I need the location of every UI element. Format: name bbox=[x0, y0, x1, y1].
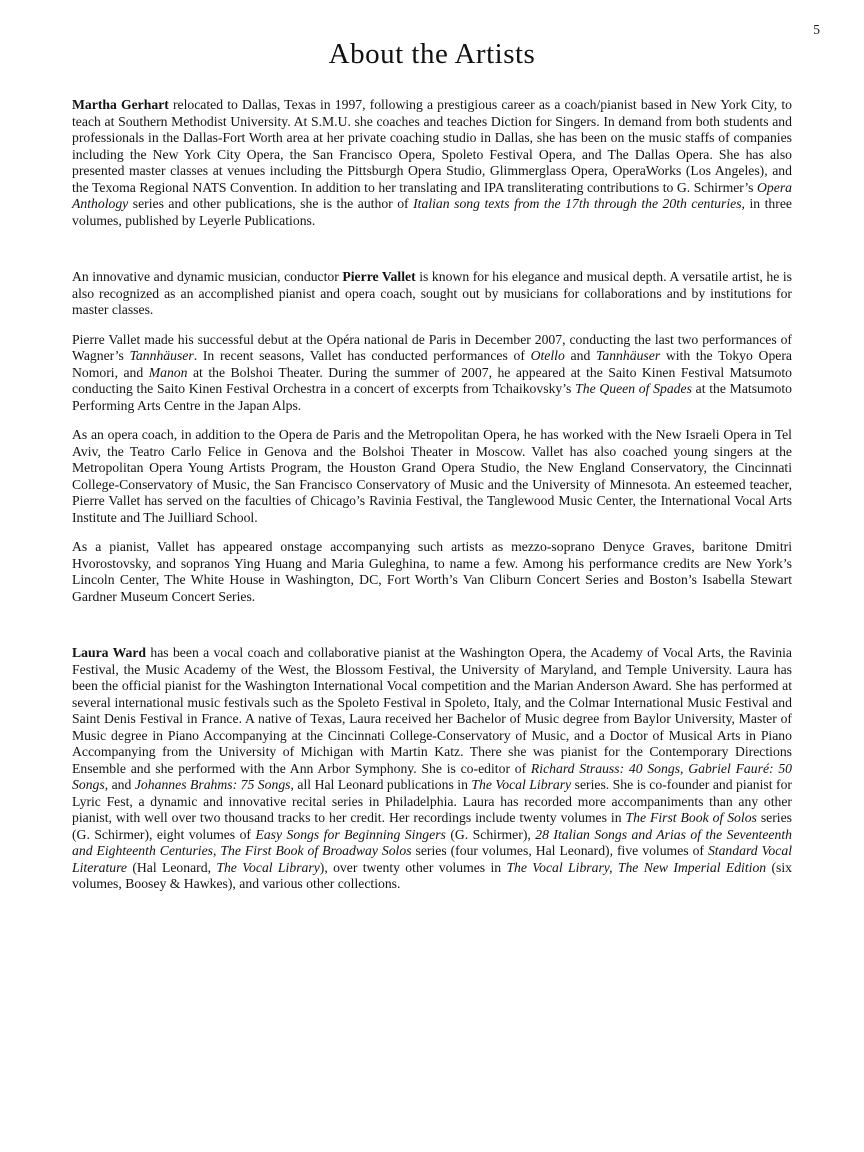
person-name: Pierre Vallet bbox=[342, 269, 416, 284]
paragraph bbox=[72, 427, 792, 526]
page-number: 5 bbox=[813, 22, 820, 37]
text-run: . In recent seasons, Vallet has conducted performances of bbox=[193, 348, 531, 363]
text-run: is known for his elegance and musical depth. A versatile artist, he is also recognized as an accomplished pianist and opera coach, sought out by musicians for collaborations and by institutions for master classes. bbox=[72, 269, 792, 317]
text-run: , all Hal Leonard publications in bbox=[290, 777, 472, 792]
text-run: , bbox=[680, 760, 689, 776]
text-run: (six volumes, Boosey & Hawkes), and various other collections. bbox=[72, 859, 792, 891]
paragraph bbox=[72, 645, 792, 893]
text-run: and bbox=[564, 348, 596, 363]
work-title: Manon bbox=[148, 364, 188, 380]
text-run: , and bbox=[104, 777, 135, 792]
text-run: series (G. Schirmer), eight volumes of bbox=[72, 810, 792, 842]
paragraph bbox=[72, 97, 792, 229]
work-title: The Queen of Spades bbox=[575, 381, 692, 396]
person-name: Martha Gerhart bbox=[72, 97, 169, 112]
text-run: As a pianist, Vallet has appeared onstage accompanying such artists as mezzo-soprano Denyce Graves, baritone Dmitri Hvorostovsky, and sopranos Ying Huang and Maria Guleghina, to name a few. Among his performance credits are New York’s Lincoln Center, The White House in Washington, DC, Fort Worth’s Van Cliburn Concert Series and Boston’s Isabella Stewart Gardner Museum Concert Series. bbox=[72, 539, 792, 604]
text-run: has been a vocal coach and collaborative pianist at the Washington Opera, the Academy of Vocal Arts, the Ravinia Festival, the Music Academy of the West, the Blossom Festival, the University of Maryland, and Temple University. Laura has been the official pianist for the Washington International Vocal competition and the Marian Anderson Award. She has performed at several international music festivals such as the Spoleto Festival in Spoleto, Italy, and the Colmar International Music Festival and Saint Denis Festival in France. A native of Texas, Laura received her Bachelor of Music degree from Baylor University, Master of Music degree in Piano Accompanying at the Cincinnati College-Conservatory of Music, and a Doctor of Musical Arts in Piano Accompanying from the University of Michigan with Martin Katz. There she was pianist for the Contemporary Directions Ensemble and she performed with the Ann Arbor Symphony. She is co-editor of bbox=[72, 645, 792, 776]
work-title: The First Book of Broadway Solos bbox=[220, 843, 412, 858]
text-run: series. She is co-founder and pianist for Lyric Fest, a dynamic and innovative recital series in Philadelphia. Laura has recorded more accompaniments than any other pianist, with well over two thousand tracks to her credit. Her recordings include twenty volumes in bbox=[72, 777, 792, 825]
work-title: Standard Vocal Literature bbox=[72, 843, 792, 875]
text-run: An innovative and dynamic musician, conductor bbox=[72, 269, 343, 284]
text-run: Pierre Vallet made his successful debut at the Opéra national de Paris in December 2007, conducting the last two performances of Wagner’s bbox=[72, 331, 792, 363]
paragraph bbox=[72, 539, 792, 605]
text-run: (Hal Leonard, bbox=[127, 859, 217, 875]
text-run: (G. Schirmer), bbox=[445, 826, 536, 842]
work-title: Easy Songs for Beginning Singers bbox=[255, 826, 446, 842]
work-title: 28 Italian Songs and Arias of the Seventeenth and Eighteenth Centuries bbox=[72, 826, 792, 858]
work-title: The First Book of Solos bbox=[625, 810, 757, 825]
text-run: with the Tokyo Opera Nomori, and bbox=[72, 348, 792, 380]
work-title: Gabriel Fauré: 50 Songs bbox=[72, 760, 793, 792]
work-title: Tannhäuser bbox=[129, 348, 194, 363]
work-title: The Vocal Library bbox=[471, 777, 572, 792]
text-run: relocated to Dallas, Texas in 1997, following a prestigious career as a coach/pianist based in New York City, to teach at Southern Methodist University. At S.M.U. she coaches and teaches Diction for Singers. In demand from both students and professionals in the Dallas-Fort Worth area at her private coaching studio in Dallas, she has been on the music staffs of companies including the New York City Opera, the San Francisco Opera, Spoleto Festival Opera, and The Dallas Opera. She has also presented master classes at venues including the Pittsburgh Opera Studio, Glimmerglass Opera, OperaWorks (Los Angeles), and the Texoma Regional NATS Convention. In addition to her translating and IPA transliterating contributions to G. Schirmer’s bbox=[72, 97, 792, 195]
work-title: Richard Strauss: 40 Songs bbox=[530, 760, 681, 776]
text-run: series (four volumes, Hal Leonard), five volumes of bbox=[411, 843, 708, 858]
article-sections bbox=[72, 97, 792, 893]
text-run: As an opera coach, in addition to the Opera de Paris and the Metropolitan Opera, he has worked with the New Israeli Opera in Tel Aviv, the Teatro Carlo Felice in Genova and the Bolshoi Theater in Moscow. Vallet has also coached young singers at the Metropolitan Opera Young Artists Program, the Houston Grand Opera Studio, the New England Conservatory, the Cincinnati College-Conservatory of Music, the San Francisco Conservatory of Music and the University of Minnesota. An esteemed teacher, Pierre Vallet has served on the faculties of Chicago’s Ravinia Festival, the Tanglewood Music Center, the International Vocal Arts Institute and The Juilliard School. bbox=[72, 427, 792, 525]
work-title: Italian song texts from the 17th through the 20th centuries bbox=[413, 196, 742, 211]
text-run: at the Bolshoi Theater. During the summer of 2007, he appeared at the Saito Kinen Festival Matsumoto conducting the Saito Kinen Festival Orchestra in a concert of excerpts from Tchaikovsky’s bbox=[72, 364, 792, 396]
work-title: Tannhäuser bbox=[596, 348, 661, 363]
work-title: Otello bbox=[530, 348, 565, 363]
page-title: About the Artists bbox=[328, 38, 536, 70]
work-title: The Vocal Library, The New Imperial Edition bbox=[506, 859, 767, 875]
bio-section-laura-ward bbox=[72, 645, 792, 893]
text-run: , bbox=[212, 843, 221, 858]
bio-section-martha-gerhart bbox=[72, 97, 792, 229]
person-name: Laura Ward bbox=[72, 645, 147, 660]
bio-section-pierre-vallet bbox=[72, 269, 792, 605]
text-run: at the Matsumoto Performing Arts Centre in the Japan Alps. bbox=[72, 381, 792, 413]
paragraph bbox=[72, 269, 792, 319]
text-run: series and other publications, she is the author of bbox=[128, 196, 414, 211]
text-run: , in three volumes, published by Leyerle Publications. bbox=[72, 196, 792, 228]
work-title: The Vocal Library bbox=[216, 859, 320, 875]
paragraph bbox=[72, 332, 792, 415]
work-title: Johannes Brahms: 75 Songs bbox=[134, 777, 291, 792]
work-title: Opera Anthology bbox=[72, 179, 792, 211]
text-run: ), over twenty other volumes in bbox=[319, 859, 507, 875]
